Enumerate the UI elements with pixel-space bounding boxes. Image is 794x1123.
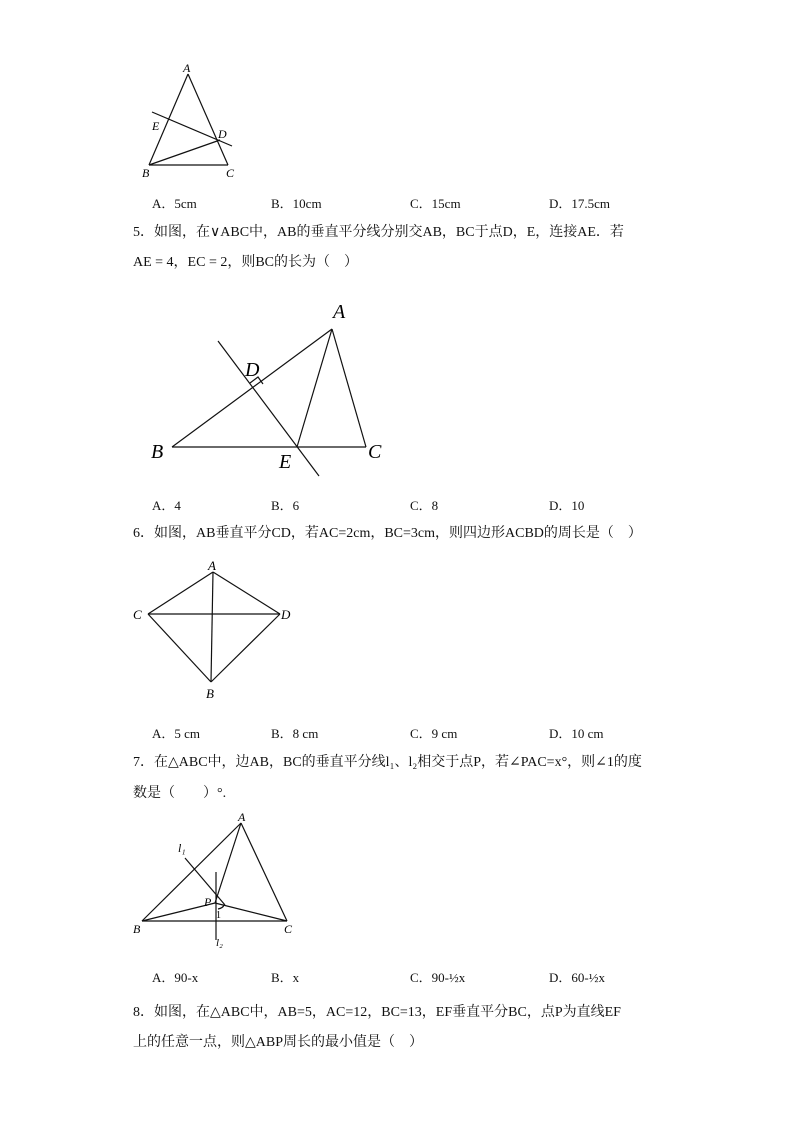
label-A: A xyxy=(183,61,191,75)
label-B: B xyxy=(151,441,164,463)
label-C: C xyxy=(284,922,293,936)
figure-q6 xyxy=(128,556,303,706)
q4-option-a[interactable]: A．5cm xyxy=(152,196,197,211)
label-B: B xyxy=(142,166,150,180)
q6-option-c[interactable]: C．9 cm xyxy=(410,726,458,741)
label-l2: l₂ xyxy=(216,937,223,949)
q5-option-a[interactable]: A．4 xyxy=(152,498,181,513)
label-D: D xyxy=(245,359,260,381)
label-B: B xyxy=(133,922,141,936)
figure-q7 xyxy=(128,810,308,955)
label-C: C xyxy=(368,441,382,463)
q7-option-c[interactable]: C．90-½x xyxy=(410,970,466,985)
q7-option-a[interactable]: A．90-x xyxy=(152,970,199,985)
label-A: A xyxy=(238,810,246,824)
q6-option-b[interactable]: B．8 cm xyxy=(271,726,319,741)
q4-option-b[interactable]: B．10cm xyxy=(271,196,322,211)
q4-option-d[interactable]: D．17.5cm xyxy=(549,196,611,211)
q7-text-line1: 7．在△ABC中，边AB，BC的垂直平分线l₁、l₂相交于点P，若∠PAC=x°，则∠1的度 xyxy=(133,755,642,770)
label-C: C xyxy=(133,607,142,622)
q5-option-b[interactable]: B．6 xyxy=(271,498,300,513)
q4-option-c[interactable]: C．15cm xyxy=(410,196,461,211)
figure-q5 xyxy=(145,296,395,481)
label-D: D xyxy=(218,127,227,141)
q5-option-d[interactable]: D．10 xyxy=(549,498,585,513)
label-C: C xyxy=(226,166,235,180)
q6-option-d[interactable]: D．10 cm xyxy=(549,726,604,741)
q7-text-line2: 数是（ ）°. xyxy=(133,786,227,801)
q5-option-c[interactable]: C．8 xyxy=(410,498,439,513)
label-l1: l₁ xyxy=(178,841,186,855)
q6-option-a[interactable]: A．5 cm xyxy=(152,726,201,741)
label-E: E xyxy=(152,119,160,133)
q5-text-line1: 5．如图，在∨ABC中，AB的垂直平分线分别交AB，BC于点D，E，连接AE．若 xyxy=(133,225,624,240)
figure-q4 xyxy=(135,60,245,185)
q7-option-d[interactable]: D．60-½x xyxy=(549,970,605,985)
label-P: P xyxy=(204,895,212,909)
label-E: E xyxy=(279,451,292,473)
label-A: A xyxy=(208,558,216,573)
q5-text-line2: AE = 4，EC = 2，则BC的长为（ ） xyxy=(133,255,359,270)
label-B: B xyxy=(206,686,214,701)
q8-text-line1: 8．如图，在△ABC中，AB=5，AC=12，BC=13，EF垂直平分BC，点P为直线EF xyxy=(133,1005,621,1020)
q6-text-line1: 6．如图，AB垂直平分CD，若AC=2cm，BC=3cm，则四边形ACBD的周长是（ ） xyxy=(133,526,642,541)
label-angle-1: 1 xyxy=(216,910,221,921)
q7-option-b[interactable]: B．x xyxy=(271,970,300,985)
label-A: A xyxy=(333,301,346,323)
q8-text-line2: 上的任意一点，则△ABP周长的最小值是（ ） xyxy=(133,1035,423,1050)
label-D: D xyxy=(281,607,291,622)
